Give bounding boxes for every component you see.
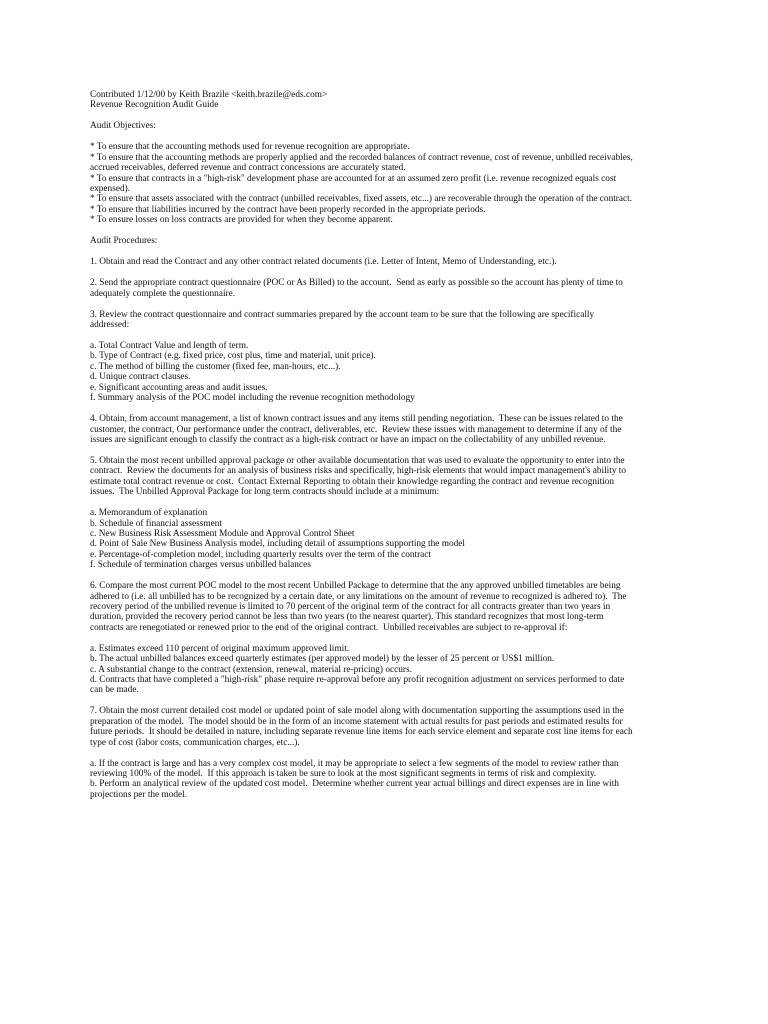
paragraph-spacer	[90, 299, 690, 310]
text-line: * To ensure that contracts in a "high-risk" development phase are accounted for at an assumed zero profit (i.e. revenue recognized equals cost	[90, 173, 617, 184]
text-line: reviewing 100% of the model. If this approach is taken be sure to look at the most significant segments in terms of risk and complexity.	[90, 769, 597, 780]
paragraph-spacer	[90, 247, 690, 258]
audit-objectives-heading	[90, 121, 690, 131]
text-line: projections per the model.	[90, 789, 188, 800]
text-line: expensed).	[90, 184, 131, 195]
procedure-4	[90, 414, 690, 445]
paragraph-spacer	[90, 132, 690, 143]
text-line: issues. The Unbilled Approval Package for long term contracts should include at a minimum:	[90, 487, 440, 498]
text-line: d. Unique contract clauses.	[90, 372, 191, 383]
text-line: c. A substantial change to the contract (extension, renewal, material re-pricing) occurs.	[90, 664, 412, 675]
paragraph-spacer	[90, 111, 690, 122]
text-line: issues are significant enough to classify the contract as a high-risk contract or have an impact on the collectability of any unbilled revenue.	[90, 434, 606, 445]
contributor-line: Contributed 1/12/00 by Keith Brazile <keith.brazile@eds.com>	[90, 90, 328, 100]
text-line: c. The method of billing the customer (fixed fee, man-hours, etc...).	[90, 361, 341, 372]
document-page	[90, 90, 690, 800]
text-line: a. Estimates exceed 110 percent of original maximum approved limit.	[90, 643, 350, 654]
text-line: e. Percentage-of-completion model, including quarterly results over the term of the contract	[90, 549, 432, 560]
text-line: e. Significant accounting areas and audit issues.	[90, 382, 268, 393]
text-line: * To ensure that liabilities incurred by the contract have been properly recorded in the appropriate periods.	[90, 204, 486, 215]
paragraph-spacer	[90, 330, 690, 341]
procedure-5-sublist	[90, 508, 690, 570]
text-line: b. Type of Contract (e.g. fixed price, cost plus, time and material, unit price).	[90, 351, 376, 362]
text-line: * To ensure that the accounting methods used for revenue recognition are appropriate.	[90, 142, 410, 153]
text-line: 2. Send the appropriate contract questionnaire (POC or As Billed) to the account. Send as early as possible so the account has plenty of time to	[90, 278, 623, 289]
document-body	[90, 111, 690, 800]
text-line: d. Contracts that have completed a "high-risk" phase require re-approval before any profit recognition adjustment on services performed to date	[90, 675, 625, 685]
text-line: duration, provided the recovery period cannot be less than two years (to the nearest quarter). This standard recognizes that most long-term	[90, 612, 604, 623]
text-line: preparation of the model. The model should be in the form of an income statement with actual results for past periods and estimated results for	[90, 716, 623, 727]
audit-procedures-heading	[90, 236, 690, 246]
text-line: customer, the contract, Our performance under the contract, deliverables, etc. Review these issues with management to determine if any of the	[90, 424, 622, 435]
procedure-5	[90, 456, 690, 498]
text-line: a. Memorandum of explanation	[90, 508, 208, 519]
text-line: future periods. It should be detailed in nature, including separate revenue line items for each service element and separate cost line items for each	[90, 727, 633, 738]
text-line: 3. Review the contract questionnaire and contract summaries prepared by the account team to be sure that the following are specifically	[90, 309, 595, 320]
paragraph-spacer	[90, 571, 690, 582]
document-title: Revenue Recognition Audit Guide	[90, 100, 219, 111]
text-line: b. Perform an analytical review of the updated cost model. Determine whether current year actual billings and direct expenses are in line with	[90, 779, 619, 790]
paragraph-spacer	[90, 404, 690, 415]
text-line: 7. Obtain the most current detailed cost model or updated point of sale model along with documentation supporting the assumptions used in the	[90, 706, 624, 717]
text-line: adhered to (i.e. all unbilled has to be recognized by a certain date, or any limitations on the amount of revenue to recognized is adhered to). The	[90, 591, 627, 602]
text-line: addressed:	[90, 320, 130, 331]
procedure-6-sublist	[90, 644, 690, 696]
text-line: adequately complete the questionnaire.	[90, 288, 236, 299]
document-header	[90, 90, 690, 111]
paragraph-spacer	[90, 498, 690, 509]
text-line: b. Schedule of financial assessment	[90, 518, 222, 529]
procedure-7-sublist	[90, 759, 690, 801]
text-line: f. Summary analysis of the POC model including the revenue recognition methodology	[90, 393, 415, 404]
paragraph-spacer	[90, 633, 690, 644]
text-line: 5. Obtain the most recent unbilled approval package or other available documentation that was used to evaluate the opportunity to enter into the	[90, 455, 625, 466]
text-line: Audit Procedures:	[90, 236, 158, 247]
text-line: d. Point of Sale New Business Analysis model, including detail of assumptions supporting the model	[90, 539, 465, 550]
text-line: recovery period of the unbilled revenue is limited to 70 percent of the original term of the contract for all contracts greater than two years in	[90, 601, 611, 612]
text-line: * To ensure that the accounting methods are properly applied and the recorded balances of contract revenue, cost of revenue, unbilled receivables,	[90, 152, 633, 163]
text-line: can be made.	[90, 685, 139, 696]
procedure-6	[90, 581, 690, 633]
objectives-list	[90, 142, 690, 225]
text-line: c. New Business Risk Assessment Module and Approval Control Sheet	[90, 528, 355, 539]
text-line: 4. Obtain, from account management, a list of known contract issues and any items still pending negotiation. These can be issues related to the	[90, 414, 623, 425]
text-line: a. If the contract is large and has a very complex cost model, it may be appropriate to select a few segments of the model to review rather than	[90, 758, 619, 769]
text-line: accrued receivables, deferred revenue and contract concessions are accurately stated.	[90, 163, 406, 174]
procedure-3	[90, 310, 690, 331]
text-line: b. The actual unbilled balances exceed quarterly estimates (per approved model) by the lesser of 25 percent or US$1 million.	[90, 654, 555, 665]
text-line: * To ensure that assets associated with the contract (unbilled receivables, fixed assets, etc...) are recoverable through the operation of the contract.	[90, 194, 633, 205]
procedure-7	[90, 706, 690, 748]
paragraph-spacer	[90, 268, 690, 279]
text-line: contract. Review the documents for an analysis of business risks and specifically, high-risk elements that would impact management's ability to	[90, 466, 627, 477]
paragraph-spacer	[90, 696, 690, 707]
text-line: contracts are renegotiated or renewed prior to the end of the original contract. Unbilled receivables are subject to re-approval if:	[90, 622, 568, 633]
text-line: a. Total Contract Value and length of term.	[90, 341, 249, 352]
procedure-1	[90, 257, 690, 267]
procedure-3-sublist	[90, 341, 690, 403]
paragraph-spacer	[90, 226, 690, 237]
text-line: 1. Obtain and read the Contract and any other contract related documents (i.e. Letter of Intent, Memo of Understanding, etc.).	[90, 257, 557, 268]
procedure-2	[90, 278, 690, 299]
text-line: Audit Objectives:	[90, 121, 156, 132]
text-line: 6. Compare the most current POC model to the most recent Unbilled Package to determine that the any approved unbilled timetables are being	[90, 581, 621, 592]
paragraph-spacer	[90, 748, 690, 759]
text-line: * To ensure losses on loss contracts are provided for when they become apparent.	[90, 215, 393, 226]
text-line: f. Schedule of termination charges versus unbilled balances	[90, 560, 311, 571]
text-line: estimate total contract revenue or cost. Contact External Reporting to obtain their knowledge regarding the contract and revenue recognition	[90, 476, 615, 487]
paragraph-spacer	[90, 445, 690, 456]
text-line: type of cost (labor costs, communication charges, etc...).	[90, 737, 300, 748]
